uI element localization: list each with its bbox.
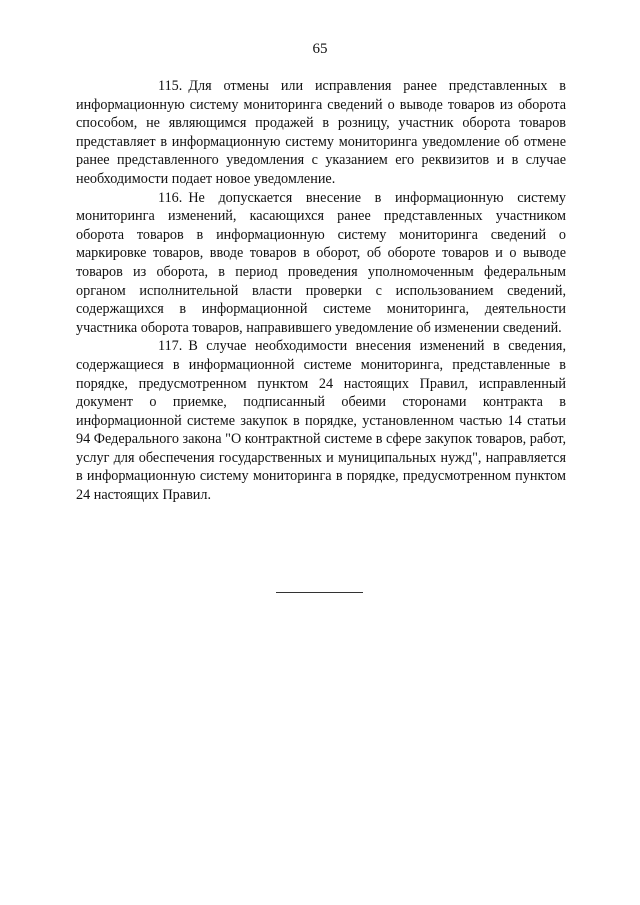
paragraph-117 — [76, 337, 566, 504]
paragraph-number: 117. — [158, 338, 183, 355]
paragraph-number: 115. — [158, 78, 183, 94]
page-number: 65 — [312, 41, 328, 57]
paragraph-text: Не допускается внесение в информационную систему мониторинга изменений, касающихся ранее представленных участником оборота товаров в информационную систему мониторинга сведений о маркировке товаров, вводе товаров в оборот, об обороте товаров и о выводе товаров из оборота, в период проведения уполномоченным федеральным органом исполнительной власти проверки с использованием сведений, содержащихся в информационной системе мониторинга, деятельности участника оборота товаров, направившего уведомление об изменении сведений. — [76, 189, 566, 336]
end-divider-line — [276, 592, 363, 593]
paragraph-115 — [76, 77, 566, 189]
paragraph-116 — [76, 189, 566, 338]
paragraph-text: Для отмены или исправления ранее представленных в информационную систему мониторинга сведений о выводе товаров из оборота способом, не являющимся продажей в розницу, участник оборота товаров представляет в информационную систему мониторинга уведомление об отмене ранее представленного уведомления с указанием его реквизитов и в случае необходимости подает новое уведомление. — [76, 78, 566, 187]
document-body — [76, 77, 566, 505]
paragraph-number: 116. — [158, 189, 183, 206]
paragraph-text: В случае необходимости внесения изменений в сведения, содержащиеся в информационной системе мониторинга, представленные в порядке, предусмотренном пунктом 24 настоящих Правил, исправленный документ о приемке, подписанный обеими сторонами контракта в информационной системе закупок в порядке, установленном частью 14 статьи 94 Федерального закона "О контрактной системе в сфере закупок товаров, работ, услуг для обеспечения государственных и муниципальных нужд", направляется в информационную систему мониторинга в порядке, предусмотренном пунктом 24 настоящих Правил. — [76, 338, 566, 504]
